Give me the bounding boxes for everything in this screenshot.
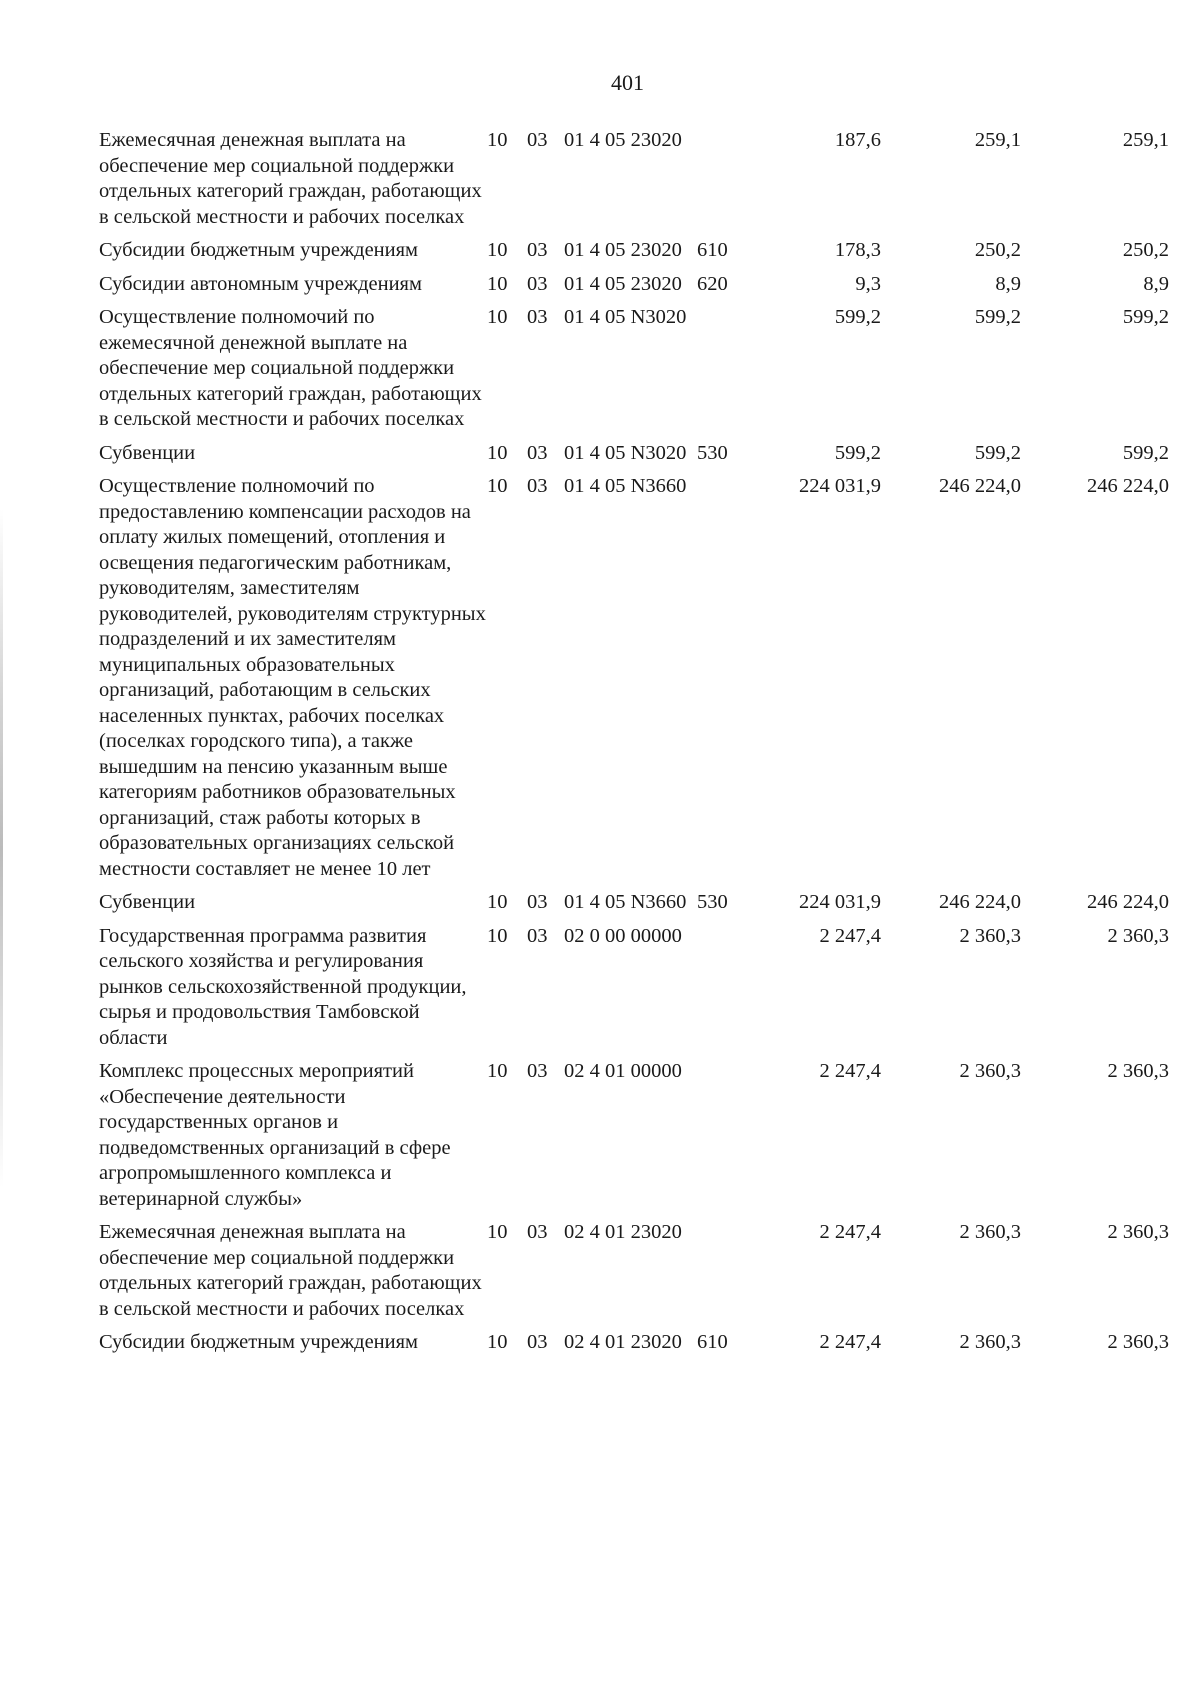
row-name: Ежемесячная денежная выплата на обеспечение мер социальной поддержки отдельных категорий граждан, работающих в сельской местности и рабочих поселках [99, 129, 482, 228]
row-section: 10 [487, 129, 508, 151]
row-expense-type [697, 1059, 765, 1220]
row-amount-year2: 2 360,3 [959, 1331, 1021, 1353]
row-amount-year2: 599,2 [974, 441, 1021, 464]
table-row [99, 1330, 1169, 1364]
row-subsection: 03 [527, 475, 548, 497]
row-amount-year1: 224 031,9 [799, 475, 881, 497]
row-amount-year1: 178,3 [834, 239, 881, 261]
row-target-code: 02 4 01 00000 [564, 1060, 682, 1082]
row-name: Ежемесячная денежная выплата на обеспечение мер социальной поддержки отдельных категорий граждан, работающих в сельской местности и рабочих поселках [99, 1221, 482, 1320]
row-amount-year3: 2 360,3 [1107, 1060, 1169, 1082]
row-target-code: 01 4 05 23020 [564, 272, 682, 295]
row-amount-year3: 246 224,0 [1087, 891, 1169, 913]
row-section: 10 [487, 239, 508, 261]
row-section: 10 [487, 891, 508, 913]
row-amount-year2: 246 224,0 [939, 475, 1021, 497]
table-row [99, 272, 1169, 306]
row-amount-year3: 259,1 [1122, 129, 1169, 151]
row-expense-type [697, 474, 765, 890]
row-amount-year3: 599,2 [1122, 441, 1169, 464]
row-amount-year2: 259,1 [974, 129, 1021, 151]
table-row [99, 924, 1169, 1060]
row-amount-year2: 246 224,0 [939, 891, 1021, 913]
row-amount-year2: 599,2 [974, 306, 1021, 328]
row-subsection: 03 [527, 1060, 548, 1082]
row-amount-year2: 250,2 [974, 239, 1021, 261]
row-target-code: 01 4 05 N3020 [564, 306, 687, 328]
row-target-code: 01 4 05 N3660 [564, 891, 687, 913]
table-row [99, 441, 1169, 475]
row-target-code: 01 4 05 N3660 [564, 475, 687, 497]
table-row [99, 305, 1169, 441]
row-amount-year1: 9,3 [855, 272, 881, 295]
row-amount-year1: 599,2 [834, 441, 881, 464]
row-section: 10 [487, 1060, 508, 1082]
row-target-code: 02 0 00 00000 [564, 924, 682, 947]
row-name: Субсидии бюджетным учреждениям [99, 239, 419, 261]
row-expense-type: 530 [697, 441, 728, 464]
row-expense-type: 610 [697, 1331, 728, 1353]
row-section: 10 [487, 441, 508, 464]
row-name: Комплекс процессных мероприятий «Обеспечение деятельности государственных органов и подведомственных организаций в сфере агропромышленного комплекса и ветеринарной службы» [99, 1060, 451, 1210]
row-amount-year1: 2 247,4 [819, 1331, 881, 1353]
row-subsection: 03 [527, 306, 548, 328]
row-section: 10 [487, 475, 508, 497]
row-amount-year3: 2 360,3 [1107, 1331, 1169, 1353]
row-expense-type: 610 [697, 239, 728, 261]
row-section: 10 [487, 272, 508, 295]
row-amount-year3: 246 224,0 [1087, 475, 1169, 497]
row-name: Государственная программа развития сельского хозяйства и регулирования рынков сельскохозяйственной продукции, сырья и продовольствия Тамбовской области [99, 924, 467, 1049]
row-subsection: 03 [527, 891, 548, 913]
row-subsection: 03 [527, 441, 548, 464]
row-subsection: 03 [527, 239, 548, 261]
row-expense-type [697, 924, 765, 1060]
row-name: Субвенции [99, 891, 196, 913]
row-amount-year1: 2 247,4 [819, 1060, 881, 1082]
row-target-code: 01 4 05 23020 [564, 239, 682, 261]
row-subsection: 03 [527, 1221, 548, 1243]
row-expense-type: 530 [697, 891, 728, 913]
row-name: Осуществление полномочий по предоставлению компенсации расходов на оплату жилых помещений, отопления и освещения педагогическим работникам, руководителям, заместителям руководителей, руководителям структурных подразделений и их заместителям муниципальных образовательных организаций, работающим в сельских населенных пунктах, рабочих поселках (поселках городского типа), а также вышедшим на пенсию указанным выше категориям работников образовательных организаций, стаж работы которых в образовательных организациях сельской местности составляет не менее 10 лет [99, 475, 486, 880]
row-amount-year1: 599,2 [834, 306, 881, 328]
row-amount-year2: 2 360,3 [959, 924, 1021, 947]
row-expense-type [697, 305, 765, 441]
row-name: Субсидии автономным учреждениям [99, 272, 422, 295]
row-expense-type: 620 [697, 272, 728, 295]
row-subsection: 03 [527, 1331, 548, 1353]
row-amount-year2: 2 360,3 [959, 1221, 1021, 1243]
table-row [99, 1220, 1169, 1330]
row-amount-year3: 599,2 [1122, 306, 1169, 328]
scan-edge [0, 0, 3, 1697]
row-amount-year1: 187,6 [834, 129, 881, 151]
row-amount-year2: 2 360,3 [959, 1060, 1021, 1082]
row-amount-year1: 2 247,4 [819, 1221, 881, 1243]
table-row [99, 128, 1169, 238]
row-target-code: 01 4 05 23020 [564, 129, 682, 151]
row-name: Субсидии бюджетным учреждениям [99, 1331, 419, 1353]
table-row [99, 474, 1169, 890]
row-amount-year2: 8,9 [995, 272, 1021, 295]
row-amount-year1: 2 247,4 [819, 924, 881, 947]
row-subsection: 03 [527, 272, 548, 295]
row-name: Осуществление полномочий по ежемесячной денежной выплате на обеспечение мер социальной поддержки отдельных категорий граждан, работающих в сельской местности и рабочих поселках [99, 306, 482, 430]
row-expense-type [697, 128, 765, 238]
row-subsection: 03 [527, 924, 548, 947]
row-target-code: 02 4 01 23020 [564, 1221, 682, 1243]
table-row [99, 890, 1169, 924]
budget-table [99, 128, 1169, 1364]
row-amount-year1: 224 031,9 [799, 891, 881, 913]
row-amount-year3: 8,9 [1143, 272, 1169, 295]
row-section: 10 [487, 924, 508, 947]
row-subsection: 03 [527, 129, 548, 151]
page-number: 401 [611, 70, 644, 95]
row-section: 10 [487, 1331, 508, 1353]
table-body [99, 128, 1169, 1364]
row-target-code: 02 4 01 23020 [564, 1331, 682, 1353]
row-amount-year3: 2 360,3 [1107, 1221, 1169, 1243]
table-row [99, 1059, 1169, 1220]
row-amount-year3: 250,2 [1122, 239, 1169, 261]
row-amount-year3: 2 360,3 [1107, 924, 1169, 947]
row-expense-type [697, 1220, 765, 1330]
table-row [99, 238, 1169, 272]
row-name: Субвенции [99, 441, 196, 464]
row-section: 10 [487, 306, 508, 328]
row-section: 10 [487, 1221, 508, 1243]
row-target-code: 01 4 05 N3020 [564, 441, 687, 464]
